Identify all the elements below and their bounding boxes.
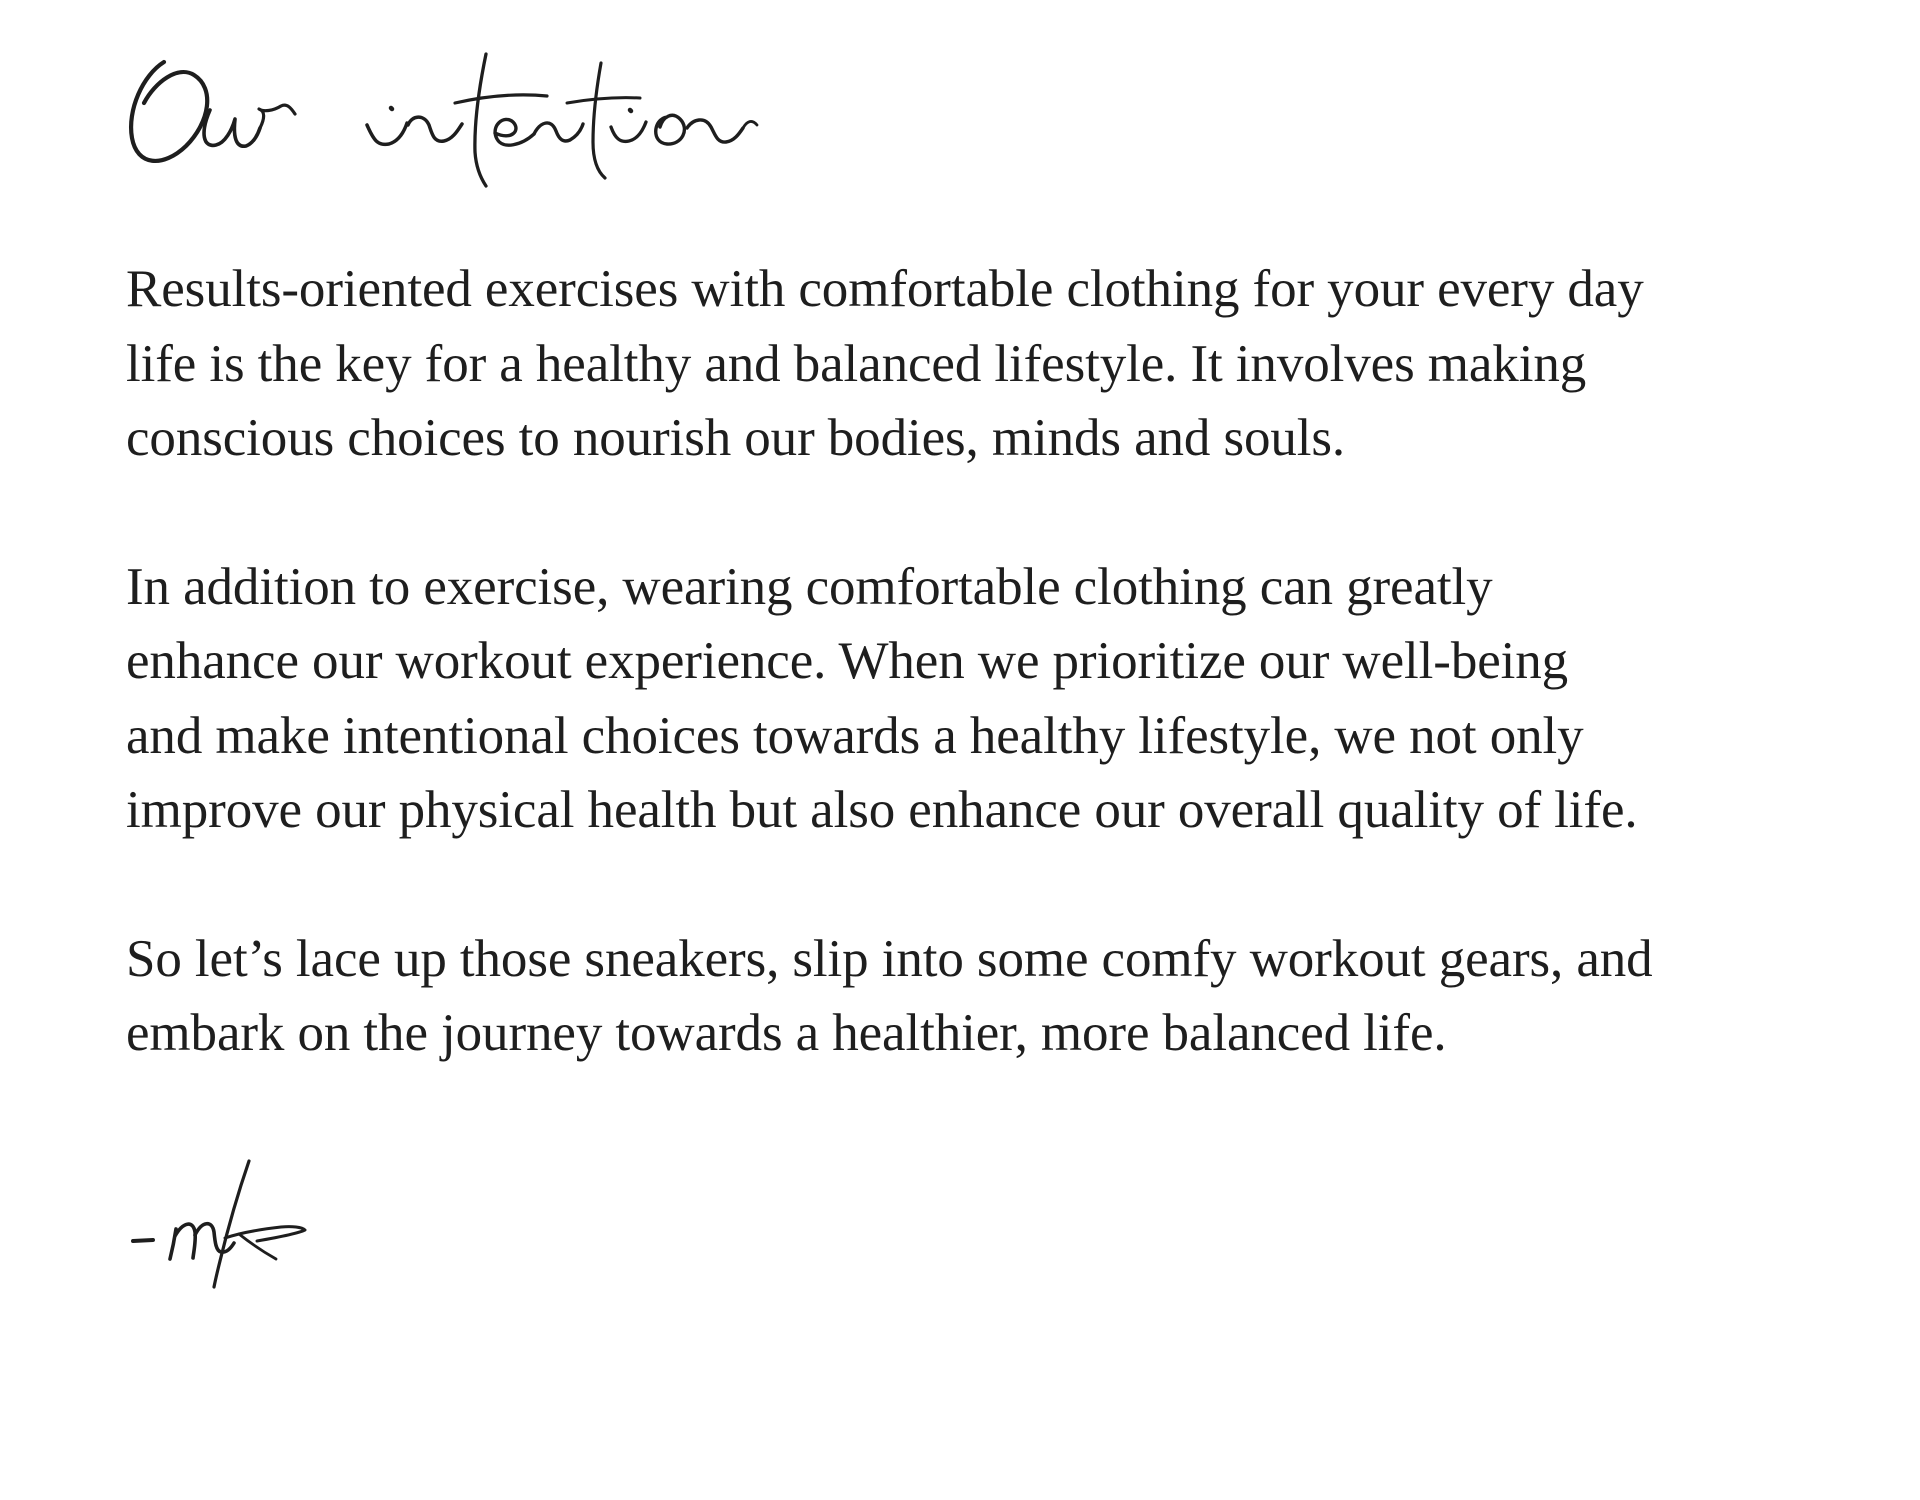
paragraph-3: [126, 922, 1846, 1071]
paragraph-line: and make intentional choices towards a healthy lifestyle, we not only: [126, 706, 1584, 765]
signature: [125, 1150, 335, 1300]
paragraph-line: enhance our workout experience. When we prioritize our well-being: [126, 632, 1569, 690]
paragraph-line: improve our physical health but also enhance our overall quality of life.: [126, 781, 1638, 839]
paragraph-line: So let’s lace up those sneakers, slip into some comfy workout gears, and: [126, 929, 1653, 988]
page-title: [115, 30, 815, 210]
paragraph-2: [126, 550, 1846, 848]
paragraph-line: Results-oriented exercises with comfortable clothing for your every day: [126, 260, 1644, 318]
intention-body: [126, 252, 1846, 1071]
handwritten-title-graphic: [115, 30, 815, 210]
paragraph-line: life is the key for a healthy and balanced lifestyle. It involves making: [126, 334, 1587, 393]
paragraph-line: embark on the journey towards a healthier, more balanced life.: [126, 1004, 1447, 1062]
handwritten-signature-graphic: [125, 1150, 335, 1300]
paragraph-line: conscious choices to nourish our bodies, minds and souls.: [126, 409, 1346, 467]
paragraph-line: In addition to exercise, wearing comfortable clothing can greatly: [126, 557, 1493, 616]
paragraph-1: [126, 252, 1846, 476]
